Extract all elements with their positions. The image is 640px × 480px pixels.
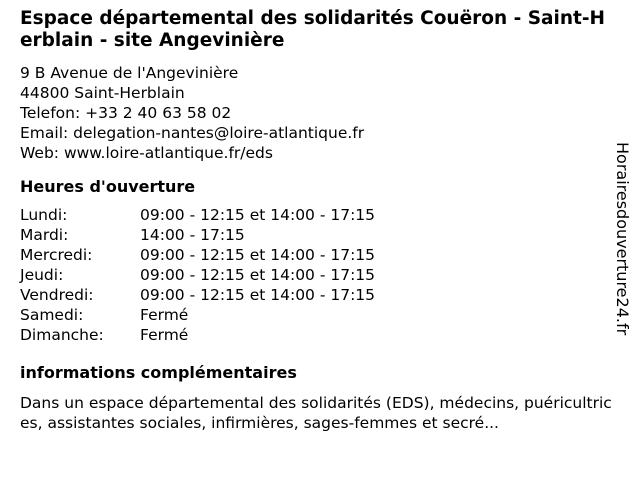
hours-day: Mardi: <box>20 226 69 244</box>
watermark-text: Horairesdouverture24.fr <box>613 142 632 336</box>
info-text: Dans un espace départemental des solidarités (EDS), médecins, puéricultrices, assistantes sociales, infirmières, sages-femmes et secré... <box>20 394 612 432</box>
hours-day: Jeudi: <box>20 266 64 284</box>
hours-heading: Heures d'ouverture <box>20 177 196 196</box>
hours-time: 09:00 - 12:15 et 14:00 - 17:15 <box>140 206 376 224</box>
phone-line[interactable]: Telefon: +33 2 40 63 58 02 <box>20 104 232 122</box>
hours-time: Fermé <box>140 326 189 344</box>
hours-row-samedi <box>20 305 616 325</box>
email-line[interactable]: Email: delegation-nantes@loire-atlantique.fr <box>20 124 365 142</box>
hours-row-mercredi <box>20 245 616 265</box>
hours-day: Lundi: <box>20 206 68 224</box>
address-street: 9 B Avenue de l'Angevinière <box>20 64 239 82</box>
hours-time: 09:00 - 12:15 et 14:00 - 17:15 <box>140 246 376 264</box>
hours-time: 14:00 - 17:15 <box>140 226 245 244</box>
hours-day: Samedi: <box>20 306 84 324</box>
hours-day: Dimanche: <box>20 326 104 344</box>
hours-table <box>20 205 616 345</box>
hours-row-lundi <box>20 205 616 225</box>
info-heading: informations complémentaires <box>20 363 297 382</box>
hours-time: 09:00 - 12:15 et 14:00 - 17:15 <box>140 266 376 284</box>
place-title: Espace départemental des solidarités Couëron - Saint-Herblain - site Angevinière <box>20 8 606 51</box>
hours-day: Mercredi: <box>20 246 93 264</box>
address-block <box>20 63 616 163</box>
hours-row-mardi <box>20 225 616 245</box>
address-city: 44800 Saint-Herblain <box>20 84 185 102</box>
hours-time: 09:00 - 12:15 et 14:00 - 17:15 <box>140 286 376 304</box>
hours-row-jeudi <box>20 265 616 285</box>
hours-day: Vendredi: <box>20 286 94 304</box>
hours-time: Fermé <box>140 306 189 324</box>
side-watermark <box>611 134 633 344</box>
hours-row-dimanche <box>20 325 616 345</box>
hours-row-vendredi <box>20 285 616 305</box>
place-card <box>20 8 616 433</box>
web-line[interactable]: Web: www.loire-atlantique.fr/eds <box>20 144 273 162</box>
